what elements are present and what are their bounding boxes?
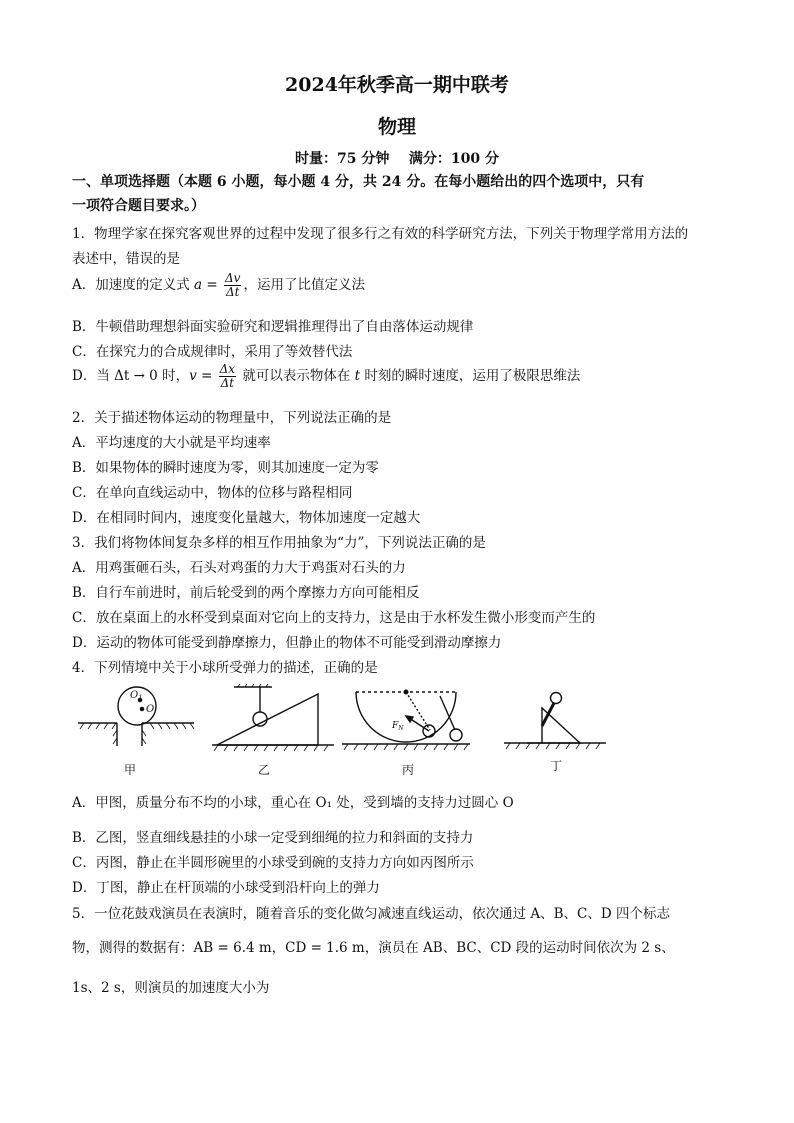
- q1-a-fraction: [224, 272, 241, 299]
- yi-ground-hatch: [214, 745, 328, 751]
- q1-option-d: [72, 363, 722, 390]
- q3-option-b: B．自行车前进时，前后轮受到的两个摩擦力方向可能相反: [72, 585, 420, 601]
- q1-d-t: t: [354, 368, 361, 384]
- q1-d-fraction: [219, 363, 236, 390]
- bing-string: [440, 696, 455, 730]
- q4-option-c: C．丙图，静止在半圆形碗里的小球受到碗的支持力方向如丙图所示: [72, 855, 474, 871]
- q1-a-num: Δv: [225, 271, 241, 285]
- q1-a-var: a: [194, 277, 203, 293]
- q3-option-d: D．运动的物体可能受到静摩擦力，但静止的物体不可能受到滑动摩擦力: [72, 635, 502, 651]
- q1-d-text: D．当 Δt → 0 时，: [72, 368, 190, 384]
- q1-d-eq: =: [196, 368, 217, 384]
- q4-option-a: A．甲图，质量分布不均的小球，重心在 O₁ 处，受到墙的支持力过圆心 O: [72, 795, 514, 811]
- figure-ding: [504, 693, 606, 750]
- subject-title: 物理: [377, 116, 416, 138]
- section1-heading: [72, 170, 722, 218]
- jia-o-dot: [140, 707, 143, 710]
- q1-d-var: v: [189, 368, 197, 384]
- q3-option-c: C．放在桌面上的水杯受到桌面对它向上的支持力，这是由于水杯发生微小形变而产生的: [72, 610, 596, 626]
- q1-option-b: B．牛顿借助理想斜面实验研究和逻辑推理得出了自由落体运动规律: [72, 319, 474, 335]
- q4-option-d: D．丁图，静止在杆顶端的小球受到沿杆向上的弹力: [72, 880, 380, 896]
- q1-d-post: 时刻的瞬时速度，运用了极限思维法: [360, 368, 581, 384]
- yi-incline: [217, 694, 318, 745]
- q4-stem: 4．下列情境中关于小球所受弹力的描述，正确的是: [72, 660, 378, 676]
- q1-a-den: Δt: [225, 285, 240, 299]
- jia-o1-label: $O_1$: [130, 690, 143, 702]
- q2-option-a: A．平均速度的大小就是平均速率: [72, 435, 271, 451]
- q1-option-c: C．在探究力的合成规律时，采用了等效替代法: [72, 344, 353, 360]
- fig-label-ding: 丁: [550, 759, 563, 773]
- exam-info: [0, 148, 794, 168]
- q5-line1: 5．一位花鼓戏演员在表演时，随着音乐的变化做匀减速直线运动，依次通过 A、B、C、D 四个标志: [72, 906, 670, 922]
- figure-bing: [342, 690, 470, 750]
- q1-d-den: Δt: [220, 376, 235, 390]
- q1-a-post: ，运用了比值定义法: [243, 277, 365, 293]
- q4-option-b: B．乙图，竖直细线悬挂的小球一定受到细绳的拉力和斜面的支持力: [72, 830, 474, 846]
- q3-option-a: A．用鸡蛋砸石头，石头对鸡蛋的力大于鸡蛋对石头的力: [72, 560, 406, 576]
- q4-figures: [72, 684, 722, 784]
- q1-stem-line2: 表述中，错误的是: [72, 251, 180, 267]
- section1-heading-line1: 一、单项选择题（本题 6 小题，每小题 4 分，共 24 分。在每小题给出的四个选项中，只有: [72, 174, 645, 190]
- bing-outer-ball: [450, 729, 462, 741]
- exam-title: 2024年秋季高一期中联考: [285, 74, 509, 96]
- q3-stem: 3．我们将物体间复杂多样的相互作用抽象为“力”，下列说法正确的是: [72, 535, 486, 551]
- ding-rod: [542, 703, 554, 726]
- q1-a-text: A．加速度的定义式: [72, 277, 195, 293]
- q5-line3: 1s、2 s，则演员的加速度大小为: [72, 980, 270, 996]
- q2-stem: 2．关于描述物体运动的物理量中，下列说法正确的是: [72, 410, 392, 426]
- fig-label-jia: 甲: [124, 763, 137, 777]
- q2-option-d: D．在相同时间内，速度变化量越大，物体加速度一定越大: [72, 510, 421, 526]
- q1-a-eq: =: [202, 277, 223, 293]
- bing-fn-arrowhead: [406, 716, 413, 722]
- fig-label-bing: 丙: [402, 763, 415, 777]
- figure-yi: [212, 684, 334, 751]
- jia-o-label: O: [146, 704, 155, 715]
- q1-d-num: Δx: [219, 362, 236, 376]
- section1-heading-line2: 一项符合题目要求。）: [72, 198, 205, 214]
- ding-block: [527, 708, 580, 743]
- ding-ball: [551, 693, 562, 704]
- q1-d-mid: 就可以表示物体在: [238, 368, 355, 384]
- score-label: 满分：100 分: [408, 151, 499, 167]
- q2-option-b: B．如果物体的瞬时速度为零，则其加速度一定为零: [72, 460, 379, 476]
- ding-ground-hatch: [506, 743, 600, 749]
- bing-fn-label: $F_N$: [392, 721, 404, 732]
- q1-option-a: [72, 272, 722, 299]
- q5-line2: 物，测得的数据有：AB = 6.4 m，CD = 1.6 m，演员在 AB、BC、CD 段的运动时间依次为 2 s、: [72, 940, 675, 956]
- q2-option-c: C．在单向直线运动中，物体的位移与路程相同: [72, 485, 353, 501]
- time-label: 时量：75 分钟: [295, 151, 390, 167]
- q1-stem-line1: 1．物理学家在探究客观世界的过程中发现了很多行之有效的科学研究方法，下列关于物理学常用方法的: [72, 226, 689, 242]
- jia-hatch: [80, 723, 194, 744]
- fig-label-yi: 乙: [258, 763, 271, 777]
- bing-ground-hatch: [344, 744, 468, 750]
